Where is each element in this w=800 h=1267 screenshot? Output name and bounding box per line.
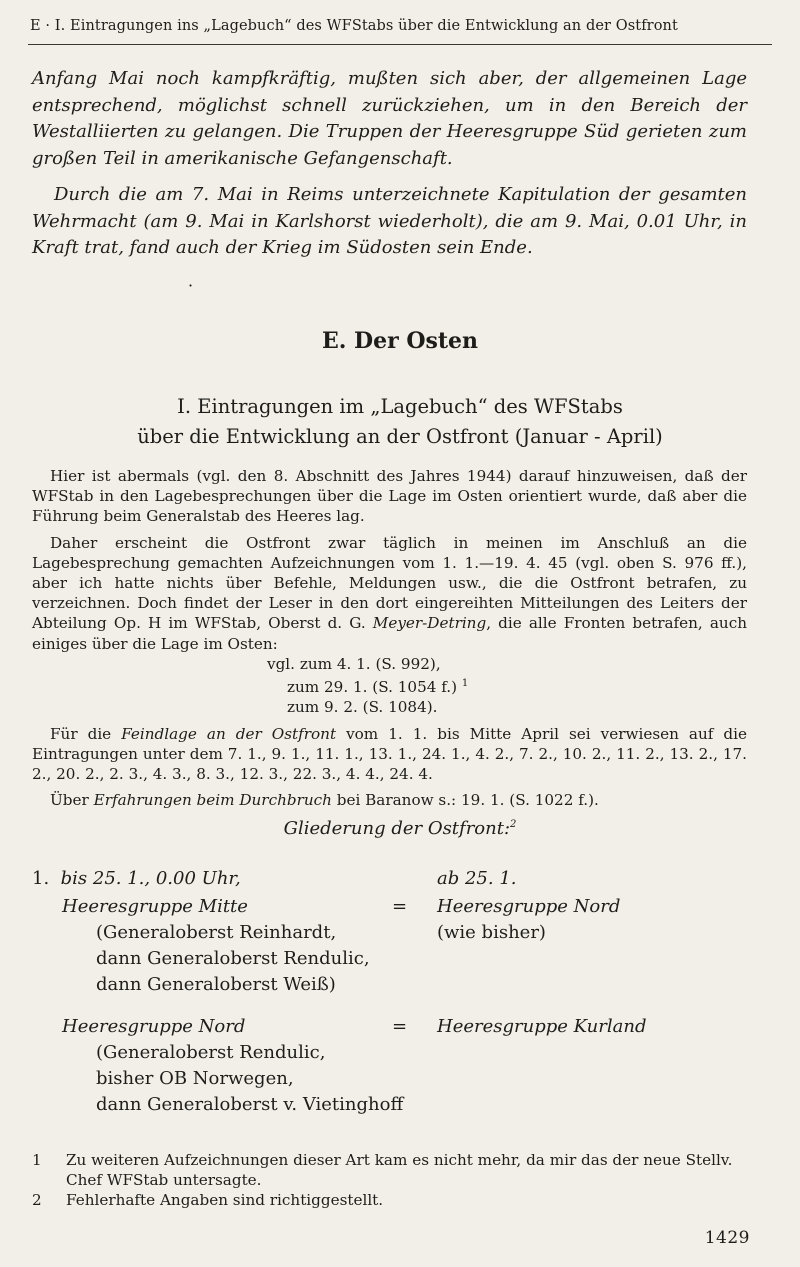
paragraph-1: Hier ist abermals (vgl. den 8. Abschnitt des Jahres 1944) darauf hinzuweisen, daß der WFStab in den Lagebesprechungen über die Lage im Osten orientiert wurde, daß aber die Führung beim Generalstab des Heeres lag. <box>32 467 747 526</box>
group-2-name: Heeresgruppe Nord <box>62 1016 246 1037</box>
footnote-number: 1 <box>32 1151 42 1169</box>
page-number: 1429 <box>704 1228 750 1248</box>
equals-2: = <box>392 1016 408 1037</box>
italic-paragraph-1: Anfang Mai noch kampfkräftig, mußten sich aber, der allgemeinen Lage entsprechend, möglichst schnell zurückziehen, um in den Bereich der Westalliierten zu gelangen. Die Truppen der Heeresgruppe Süd gerieten zum großen Teil in amerikanische Gefangenschaft. <box>32 68 747 169</box>
paragraph-4: Über Erfahrungen beim Durchbruch bei Baranow s.: 19. 1. (S. 1022 f.). <box>50 791 599 810</box>
footnote-marker-2: 2 <box>510 819 517 830</box>
group-1-right: Heeresgruppe Nord <box>437 896 621 917</box>
list-number: 1. <box>32 868 50 889</box>
italic-paragraph-2: Durch die am 7. Mai in Reims unterzeichnete Kapitulation der gesamten Wehrmacht (am 9. Mai in Karlshorst wiederholt), die am 9. Mai, 0.01 Uhr, in Kraft trat, fand auch der Krieg im Südosten sein Ende. <box>32 184 747 258</box>
equals-1: = <box>392 896 408 917</box>
header-rule <box>28 44 772 45</box>
paragraph-2: Daher erscheint die Ostfront zwar täglich in meinen im Anschluß an die Lagebesprechung gemachten Aufzeichnungen vom 1. 1.—19. 4. 45 (vgl. oben S. 976 ff.), aber ich hatte nichts über Befehle, Meldungen usw., die die Ostfront betrafen, zu verzeichnen. Doch findet der Leser in den dort eingereihten Mitteilungen des Leiters der Abteilung Op. H im WFStab, Oberst d. G. Meyer-Detring, die alle Fronten betrafen, auch einiges über die Lage im Osten: <box>32 533 748 653</box>
group-1-line: dann Generaloberst Rendulic, <box>96 948 370 969</box>
subtitle-line-2: über die Entwicklung an der Ostfront (Januar - April) <box>137 425 663 448</box>
reference-1: vgl. zum 4. 1. (S. 992), <box>267 654 441 673</box>
group-2-line: (Generaloberst Rendulic, <box>96 1042 326 1063</box>
footnote-text: Zu weiteren Aufzeichnungen dieser Art kam es nicht mehr, da mir das der neue Stellv. Chef WFStab untersagte. <box>66 1151 733 1189</box>
footnote-2 <box>32 1190 752 1210</box>
subtitle-line-1: I. Eintragungen im „Lagebuch“ des WFStabs <box>177 395 623 418</box>
footnote-number: 2 <box>32 1191 42 1209</box>
gliederung-title: Gliederung der Ostfront:$^2$ <box>283 818 517 839</box>
footnote-1 <box>32 1150 752 1190</box>
footnote-marker-1: 1 <box>461 678 469 690</box>
reference-3: zum 9. 2. (S. 1084). <box>287 698 438 717</box>
right-date: ab 25. 1. <box>437 868 517 889</box>
group-2-line: dann Generaloberst v. Vietinghoff <box>96 1094 404 1115</box>
separator-dot: · <box>188 276 194 295</box>
group-1-line: dann Generaloberst Weiß) <box>96 974 336 995</box>
section-title: E. Der Osten <box>321 328 479 354</box>
chapter-subtitle <box>0 392 800 452</box>
paragraph-3: Für die Feindlage an der Ostfront vom 1. 1. bis Mitte April sei verwiesen auf die Eintragungen unter dem 7. 1., 9. 1., 11. 1., 13. 1., 24. 1., 4. 2., 7. 2., 10. 2., 11. 2., 13. 2., 17. 2., 20. 2., 2. 3., 4. 3., 8. 3., 12. 3., 22. 3., 4. 4., 24. 4. <box>32 724 747 783</box>
footnotes <box>32 1150 752 1210</box>
group-2-right: Heeresgruppe Kurland <box>437 1016 647 1037</box>
left-date: bis 25. 1., 0.00 Uhr, <box>60 868 241 889</box>
running-head: E · I. Eintragungen ins „Lagebuch“ des WFStabs über die Entwicklung an der Ostfront <box>30 18 678 34</box>
name-meyer-detring: Meyer-Detring <box>372 614 487 633</box>
reference-list <box>32 654 747 718</box>
reference-2: zum 29. 1. (S. 1054 f.) $^1$ <box>287 678 469 697</box>
italic-intro <box>32 66 747 262</box>
group-1-line: (Generaloberst Reinhardt, <box>96 922 337 943</box>
footnote-text: Fehlerhafte Angaben sind richtiggestellt. <box>66 1191 384 1209</box>
group-2-line: bisher OB Norwegen, <box>96 1068 294 1089</box>
prose-block <box>32 466 747 810</box>
group-1-right-note: (wie bisher) <box>437 922 546 943</box>
group-1-name: Heeresgruppe Mitte <box>62 896 248 917</box>
